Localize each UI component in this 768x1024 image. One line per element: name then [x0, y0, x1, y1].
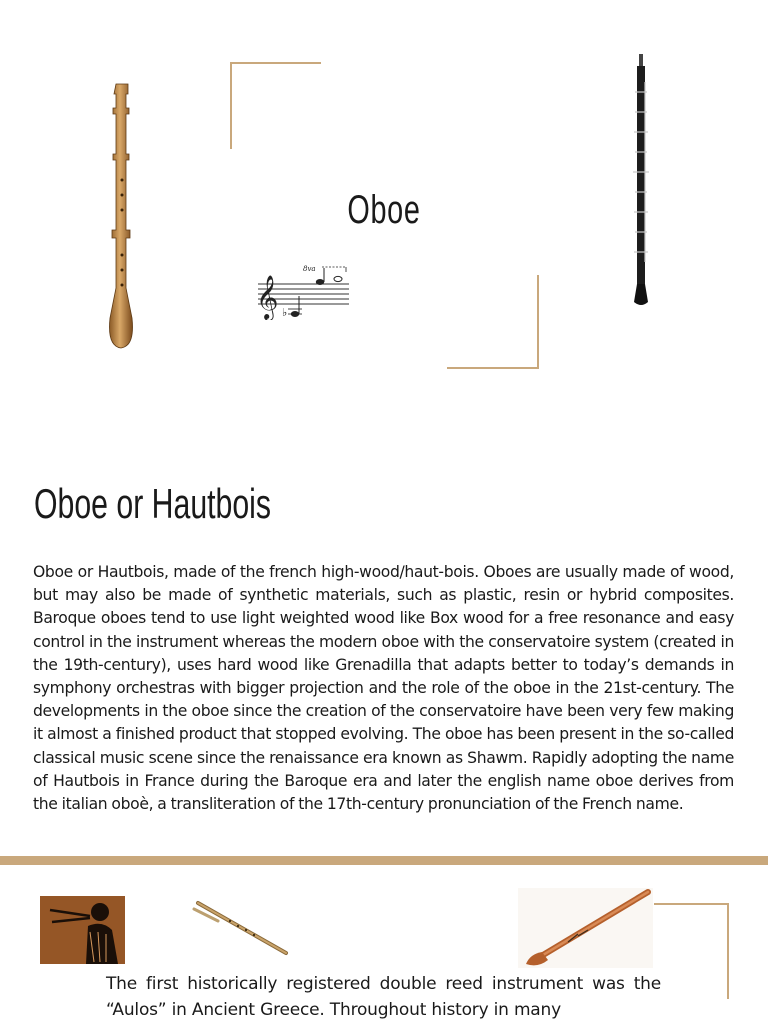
classical-oboe-image [518, 888, 653, 968]
oboe-range-staff-image [252, 262, 352, 320]
modern-oboe-image [628, 52, 654, 308]
body-paragraph: Oboe or Hautbois, made of the french high-wood/haut-bois. Oboes are usually made of wood, but may also be made of synthetic materials, such as plastic, resin or hybrid composites. Baroque oboes tend to use light weighted wood like Box wood for a free resonance and easy control in the instrument whereas the modern oboe with the conservatoire system (created in the 19th-century), uses hard wood like Grenadilla that adapts better to today’s demands in symphony orchestras with bigger projection and the role of the oboe in the 21st-century. The developments in the oboe since the creation of the conservatoire have been very few making it almost a finished product that stopped evolving. The oboe has been present in the so-called classical music scene since the renaissance era known as Shawm. Rapidly adopting the name of Hautbois in France during the Baroque era and later the english name oboe derives from the italian oboè, a transliteration of the 17th-century pronunciation of the French name. [33, 563, 734, 814]
ottava-label: 8va [303, 265, 316, 273]
page-title: Oboe [347, 188, 421, 232]
section-heading: Oboe or Hautbois [34, 480, 272, 527]
next-page-paragraph: The first historically registered double reed instrument was the “Aulos” in Ancient Greece. Throughout history in many [106, 974, 661, 1020]
svg-text:♭: ♭ [282, 306, 288, 319]
page-divider [0, 856, 768, 865]
shawm-image [190, 895, 290, 957]
svg-text:𝄞: 𝄞 [256, 275, 279, 319]
aulos-player-image [40, 896, 125, 964]
baroque-oboe-image [100, 80, 144, 352]
